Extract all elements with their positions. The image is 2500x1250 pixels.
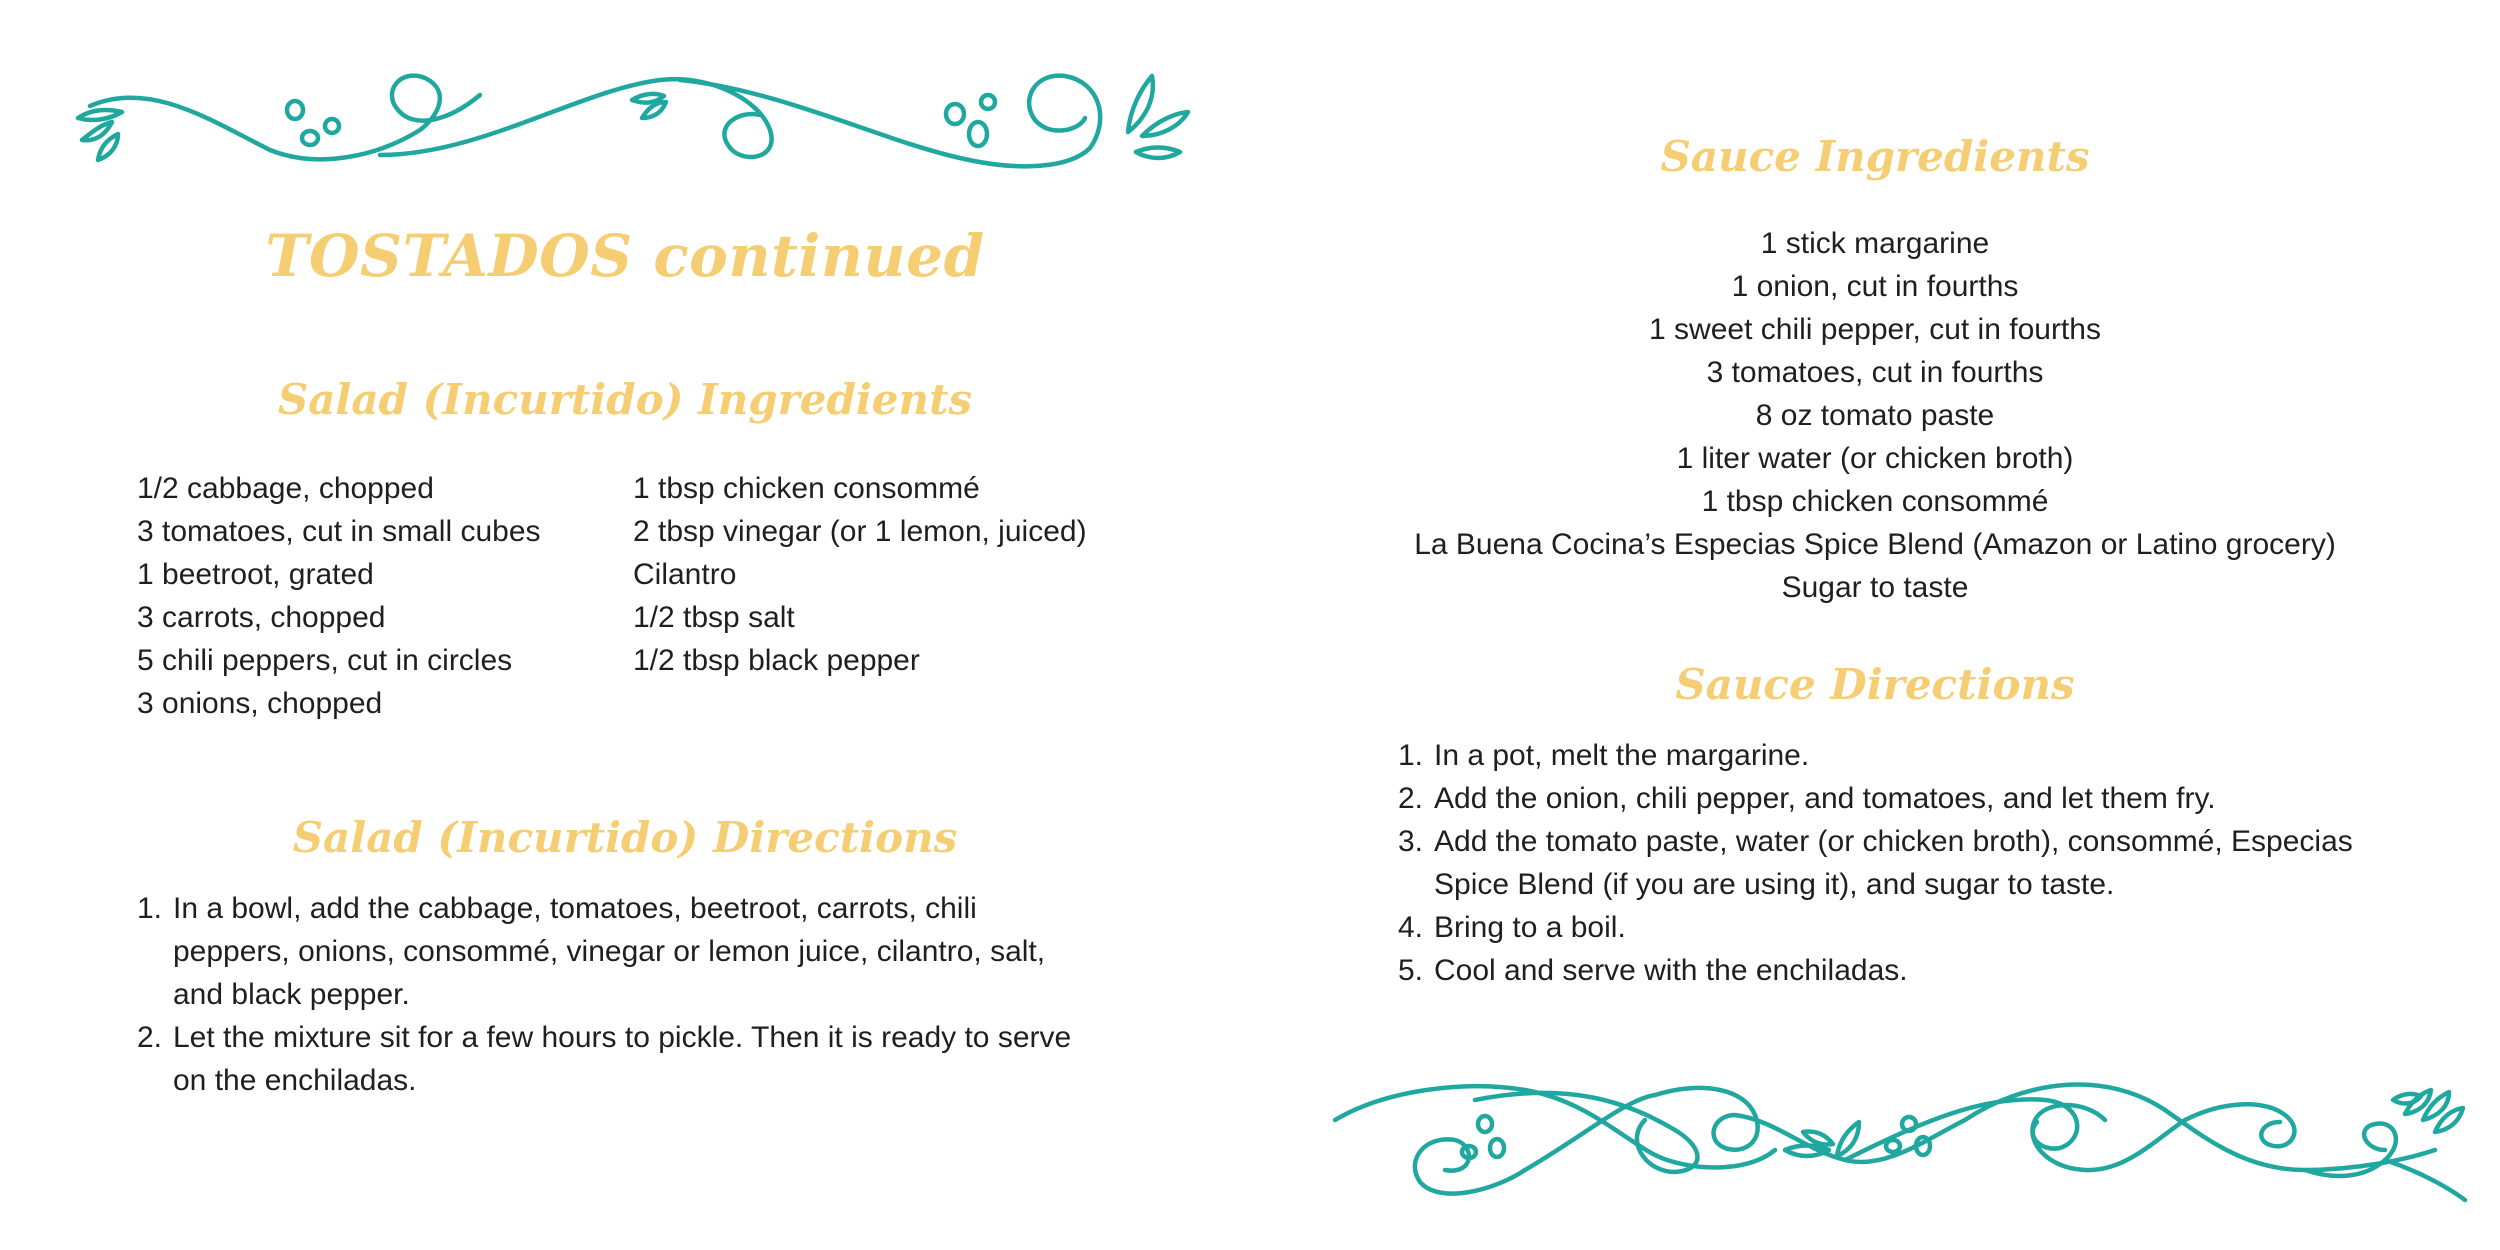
step-text-line: peppers, onions, consommé, vinegar or lemon juice, cilantro, salt,	[173, 935, 1046, 968]
step-text-line: on the enchiladas.	[173, 1064, 417, 1097]
salad-ingredients-column-2	[633, 467, 1087, 682]
list-item	[1398, 949, 2428, 992]
right-page	[1250, 0, 2500, 1250]
step-number: 5.	[1398, 954, 1424, 987]
list-item: 8 oz tomato paste	[1755, 399, 1995, 432]
list-item: Sugar to taste	[1781, 571, 1969, 604]
salad-directions-list	[137, 887, 1157, 1102]
list-item: 1/2 tbsp black pepper	[633, 644, 920, 677]
salad-directions-heading: Salad (Incurtido) Directions	[292, 813, 958, 862]
list-item: 1 tbsp chicken consommé	[1701, 485, 2049, 518]
list-item: 2 tbsp vinegar (or 1 lemon, juiced)	[633, 515, 1087, 548]
sauce-directions-heading: Sauce Directions	[1675, 660, 2075, 709]
step-number: 4.	[1398, 911, 1424, 944]
list-item	[1398, 777, 2428, 820]
list-item: 3 carrots, chopped	[137, 601, 386, 634]
list-item: La Buena Cocina’s Especias Spice Blend (Amazon or Latino grocery)	[1414, 528, 2336, 561]
step-text-line: Add the onion, chili pepper, and tomatoes, and let them fry.	[1434, 782, 2216, 815]
list-item	[1398, 820, 2428, 906]
sauce-ingredients-heading: Sauce Ingredients	[1660, 132, 2090, 181]
sauce-ingredients-list	[1250, 222, 2500, 609]
swirl-ornament-bottom-icon	[1325, 1060, 2485, 1200]
list-item	[1398, 906, 2428, 949]
list-item: Cilantro	[633, 558, 737, 591]
step-text-line: and black pepper.	[173, 978, 410, 1011]
list-item	[1398, 734, 2428, 777]
step-number: 2.	[1398, 782, 1424, 815]
step-number: 2.	[137, 1021, 163, 1054]
step-text-line: Let the mixture sit for a few hours to pickle. Then it is ready to serve	[173, 1021, 1072, 1054]
list-item: 1/2 tbsp salt	[633, 601, 795, 634]
list-item: 3 tomatoes, cut in small cubes	[137, 515, 541, 548]
sauce-directions-list	[1398, 734, 2428, 992]
list-item: 3 onions, chopped	[137, 687, 383, 720]
list-item	[137, 887, 1157, 1016]
step-text-line: In a bowl, add the cabbage, tomatoes, beetroot, carrots, chili	[173, 892, 977, 925]
swirl-ornament-top-icon	[60, 60, 1200, 180]
list-item: 3 tomatoes, cut in fourths	[1706, 356, 2044, 389]
step-text-line: Bring to a boil.	[1434, 911, 1626, 944]
step-text-line: Cool and serve with the enchiladas.	[1434, 954, 1908, 987]
list-item: 1 beetroot, grated	[137, 558, 374, 591]
step-text-line: Spice Blend (if you are using it), and sugar to taste.	[1434, 868, 2115, 901]
list-item: 1 stick margarine	[1760, 227, 1990, 260]
list-item: 1 onion, cut in fourths	[1731, 270, 2019, 303]
step-text-line: In a pot, melt the margarine.	[1434, 739, 1810, 772]
list-item	[137, 1016, 1157, 1102]
step-number: 1.	[137, 892, 163, 925]
list-item: 1/2 cabbage, chopped	[137, 472, 434, 505]
page-title: TOSTADOS continued	[265, 222, 985, 290]
list-item: 5 chili peppers, cut in circles	[137, 644, 513, 677]
salad-ingredients-heading: Salad (Incurtido) Ingredients	[277, 375, 973, 424]
list-item: 1 tbsp chicken consommé	[633, 472, 980, 505]
list-item: 1 liter water (or chicken broth)	[1676, 442, 2074, 475]
salad-ingredients-column-1	[137, 467, 541, 725]
step-number: 1.	[1398, 739, 1424, 772]
list-item: 1 sweet chili pepper, cut in fourths	[1649, 313, 2101, 346]
step-text-line: Add the tomato paste, water (or chicken broth), consommé, Especias	[1434, 825, 2353, 858]
step-number: 3.	[1398, 825, 1424, 858]
